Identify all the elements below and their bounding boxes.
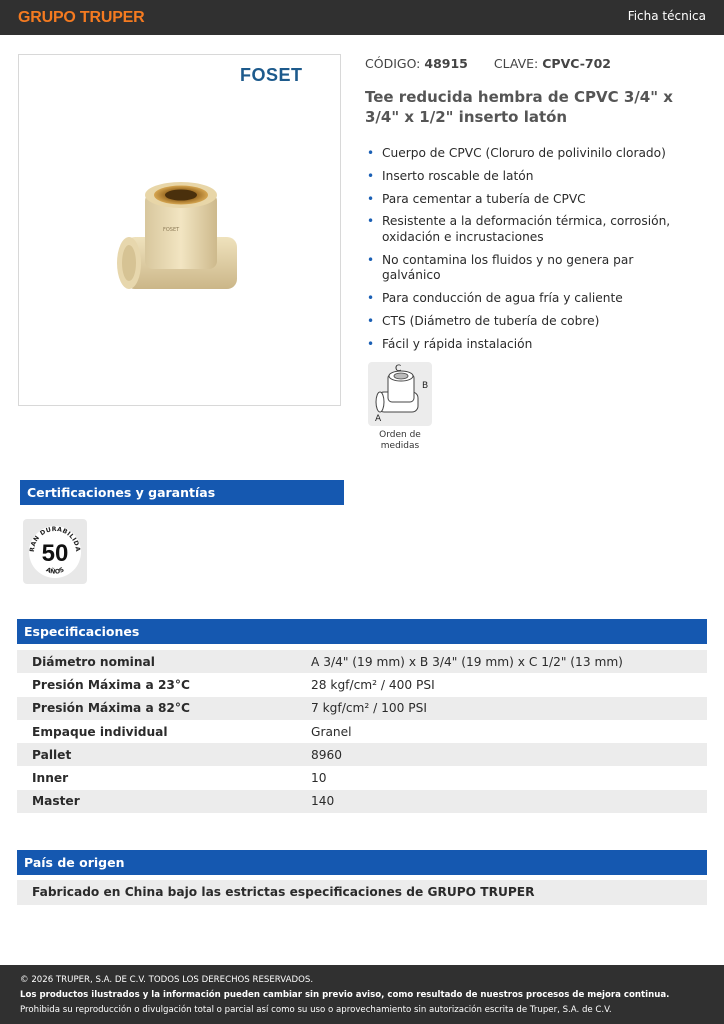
key-value: CPVC-702 bbox=[542, 56, 611, 71]
footer-notice: Los productos ilustrados y la información pueden cambiar sin previo aviso, como resultado de nuestros procesos de mejora continua. bbox=[20, 990, 670, 1000]
code-value: 48915 bbox=[424, 56, 468, 71]
table-row bbox=[17, 650, 707, 673]
durability-badge bbox=[23, 519, 87, 584]
foset-logo: FOSET bbox=[240, 65, 303, 85]
spec-label: Empaque individual bbox=[32, 724, 168, 739]
table-row bbox=[17, 790, 707, 813]
diagram-label-a: A bbox=[375, 414, 382, 424]
certifications-header: Certificaciones y garantías bbox=[20, 480, 344, 505]
spec-label: Presión Máxima a 82°C bbox=[32, 701, 190, 716]
footer bbox=[0, 965, 724, 1024]
product-title: Tee reducida hembra de CPVC 3/4" x 3/4" x 1/2" inserto latón bbox=[365, 88, 673, 126]
table-row bbox=[17, 743, 707, 766]
table-row bbox=[17, 720, 707, 743]
product-image-panel bbox=[18, 54, 341, 406]
measurement-diagram bbox=[368, 362, 432, 426]
spec-label: Master bbox=[32, 794, 80, 809]
product-photo bbox=[113, 179, 247, 309]
diagram-label-b: B bbox=[422, 381, 429, 391]
feature-list bbox=[365, 146, 695, 359]
code-label: CÓDIGO: bbox=[365, 56, 421, 71]
spec-value: A 3/4" (19 mm) x B 3/4" (19 mm) x C 1/2" (13 mm) bbox=[311, 654, 623, 669]
origin-text: Fabricado en China bajo las estrictas especificaciones de GRUPO TRUPER bbox=[17, 880, 707, 905]
feature-item: • Fácil y rápida instalación bbox=[365, 337, 695, 353]
spec-value: 28 kgf/cm² / 400 PSI bbox=[311, 677, 435, 692]
key-label: CLAVE: bbox=[493, 56, 539, 71]
feature-item: • CTS (Diámetro de tubería de cobre) bbox=[365, 314, 695, 330]
footer-prohibition: Prohibida su reproducción o divulgación total o parcial así como su uso o aprovechamiento sin autorización escrita de Truper, S.A. de C.V. bbox=[20, 1005, 612, 1015]
badge-bottom-text: AÑOS bbox=[44, 566, 66, 576]
origin-header: País de origen bbox=[17, 850, 707, 875]
spec-value: 140 bbox=[311, 794, 335, 809]
product-codes bbox=[365, 56, 611, 71]
table-row bbox=[17, 766, 707, 789]
table-row bbox=[17, 673, 707, 696]
badge-number: 50 bbox=[41, 540, 69, 567]
feature-item: • Para cementar a tubería de CPVC bbox=[365, 192, 695, 208]
spec-value: 8960 bbox=[311, 747, 343, 762]
document-type: Ficha técnica bbox=[627, 9, 706, 23]
spec-label: Inner bbox=[32, 771, 69, 786]
diagram-label-c: C bbox=[395, 364, 402, 374]
badge-top-text: RAN DURABILIDA bbox=[28, 525, 82, 553]
table-row bbox=[17, 697, 707, 720]
durability-50-years-icon bbox=[23, 519, 87, 584]
spec-value: 7 kgf/cm² / 100 PSI bbox=[311, 701, 427, 716]
top-bar bbox=[0, 0, 724, 35]
brand-logo: GRUPO TRUPER bbox=[18, 9, 145, 26]
feature-item: • Para conducción de agua fría y caliente bbox=[365, 291, 695, 307]
feature-item: • Resistente a la deformación térmica, corrosión, oxidación e incrustaciones bbox=[365, 214, 695, 245]
spec-label: Diámetro nominal bbox=[32, 654, 155, 669]
diagram-caption: Orden de medidas bbox=[379, 430, 421, 451]
specifications-table bbox=[17, 650, 707, 813]
spec-value: 10 bbox=[311, 771, 327, 786]
footer-copyright: © 2026 TRUPER, S.A. DE C.V. TODOS LOS DERECHOS RESERVADOS. bbox=[20, 975, 314, 985]
spec-label: Pallet bbox=[32, 747, 72, 762]
feature-item: • Cuerpo de CPVC (Cloruro de polivinilo clorado) bbox=[365, 146, 695, 162]
spec-label: Presión Máxima a 23°C bbox=[32, 677, 190, 692]
tee-diagram-icon bbox=[368, 362, 432, 426]
feature-item: • No contamina los fluidos y no genera par galvánico bbox=[365, 253, 695, 284]
spec-value: Granel bbox=[311, 724, 352, 739]
specifications-header: Especificaciones bbox=[17, 619, 707, 644]
svg-text:FOSET: FOSET bbox=[163, 227, 180, 233]
feature-item: • Inserto roscable de latón bbox=[365, 169, 695, 185]
